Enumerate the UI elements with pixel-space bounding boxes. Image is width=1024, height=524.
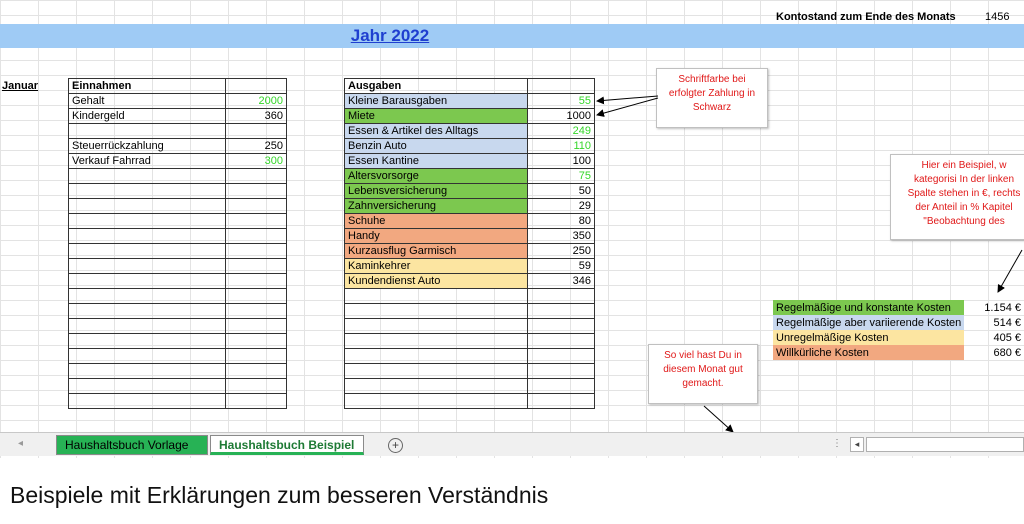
month-label: Januar xyxy=(2,80,39,92)
expense-value-cell[interactable]: 110 xyxy=(528,139,595,154)
income-value-cell[interactable]: 300 xyxy=(226,154,287,169)
expense-value-cell[interactable]: 59 xyxy=(528,259,595,274)
income-label-cell[interactable]: Gehalt xyxy=(69,94,226,109)
kontostand-label: Kontostand zum Ende des Monats xyxy=(776,11,956,23)
expense-label-cell[interactable]: Kundendienst Auto xyxy=(345,274,528,289)
income-label-cell[interactable]: Steuerrückzahlung xyxy=(69,139,226,154)
expense-value-cell[interactable]: 50 xyxy=(528,184,595,199)
summary-label[interactable]: Willkürliche Kosten xyxy=(773,345,964,360)
expense-value-cell[interactable]: 346 xyxy=(528,274,595,289)
summary-value[interactable]: 1.154 € xyxy=(984,301,1021,314)
sheet-tab-bar xyxy=(0,432,1024,456)
hscroll-left-icon[interactable]: ◂ xyxy=(850,437,864,452)
expense-value-cell[interactable]: 75 xyxy=(528,169,595,184)
tab-haushaltsbuch-beispiel[interactable]: Haushaltsbuch Beispiel xyxy=(210,435,364,455)
expense-label-cell[interactable]: Kleine Barausgaben xyxy=(345,94,528,109)
income-label-cell[interactable]: Verkauf Fahrrad xyxy=(69,154,226,169)
summary-value[interactable]: 680 € xyxy=(993,346,1021,359)
expense-label-cell[interactable]: Miete xyxy=(345,109,528,124)
expense-value-cell[interactable]: 55 xyxy=(528,94,595,109)
expense-label-cell[interactable]: Benzin Auto xyxy=(345,139,528,154)
expense-label-cell[interactable]: Handy xyxy=(345,229,528,244)
summary-row[interactable] xyxy=(773,315,1024,330)
year-title[interactable]: Jahr 2022 xyxy=(350,26,430,45)
summary-value[interactable]: 514 € xyxy=(993,316,1021,329)
expense-value-cell[interactable]: 29 xyxy=(528,199,595,214)
tab-haushaltsbuch-vorlage[interactable]: Haushaltsbuch Vorlage xyxy=(56,435,208,455)
expense-label-cell[interactable]: Essen Kantine xyxy=(345,154,528,169)
expense-label-cell[interactable]: Kaminkehrer xyxy=(345,259,528,274)
slide-caption: Beispiele mit Erklärungen zum besseren Verständnis xyxy=(10,482,549,508)
expense-label-cell[interactable]: Essen & Artikel des Alltags xyxy=(345,124,528,139)
summary-row[interactable] xyxy=(773,330,1024,345)
expense-value-cell[interactable]: 249 xyxy=(528,124,595,139)
expense-value-cell[interactable]: 1000 xyxy=(528,109,595,124)
arrow-to-result xyxy=(704,406,733,432)
summary-label[interactable]: Regelmäßige aber variierende Kosten xyxy=(773,315,964,330)
arrow-to-summary xyxy=(998,250,1022,292)
summary-label[interactable]: Unregelmäßige Kosten xyxy=(773,330,964,345)
expense-label-cell[interactable]: Schuhe xyxy=(345,214,528,229)
note-soviel[interactable]: So viel hast Du in diesem Monat gut gemacht. xyxy=(648,344,758,404)
summary-row[interactable] xyxy=(773,300,1024,315)
expense-label-cell[interactable]: Altersvorsorge xyxy=(345,169,528,184)
summary-label[interactable]: Regelmäßige und konstante Kosten xyxy=(773,300,964,315)
expense-label-cell[interactable]: Lebensversicherung xyxy=(345,184,528,199)
horizontal-scrollbar[interactable] xyxy=(866,437,1024,452)
kontostand-value[interactable]: 1456 xyxy=(985,11,1010,23)
expense-label-cell[interactable]: Zahnversicherung xyxy=(345,199,528,214)
expense-value-cell[interactable]: 250 xyxy=(528,244,595,259)
summary-value[interactable]: 405 € xyxy=(993,331,1021,344)
expense-value-cell[interactable]: 100 xyxy=(528,154,595,169)
income-value-cell[interactable]: 2000 xyxy=(226,94,287,109)
income-value-cell[interactable]: 360 xyxy=(226,109,287,124)
expense-header: Ausgaben xyxy=(345,79,528,94)
scroll-left-icon[interactable]: ◂ xyxy=(18,438,24,449)
expense-label-cell[interactable]: Kurzausflug Garmisch xyxy=(345,244,528,259)
expense-value-cell[interactable]: 350 xyxy=(528,229,595,244)
note-beispiel[interactable]: Hier ein Beispiel, w kategorisi In der linken Spalte stehen in €, rechts der Anteil in % Kapitel "Beobachtung des xyxy=(890,154,1024,240)
add-sheet-icon[interactable]: + xyxy=(388,438,403,453)
summary-table[interactable] xyxy=(773,300,1024,360)
income-header: Einnahmen xyxy=(69,79,226,94)
income-value-cell[interactable]: 250 xyxy=(226,139,287,154)
income-label-cell[interactable]: Kindergeld xyxy=(69,109,226,124)
more-options-icon[interactable]: ⋮ xyxy=(832,438,842,449)
expense-value-cell[interactable]: 80 xyxy=(528,214,595,229)
note-schriftfarbe[interactable]: Schriftfarbe bei erfolgter Zahlung in Schwarz xyxy=(656,68,768,128)
summary-row[interactable] xyxy=(773,345,1024,360)
